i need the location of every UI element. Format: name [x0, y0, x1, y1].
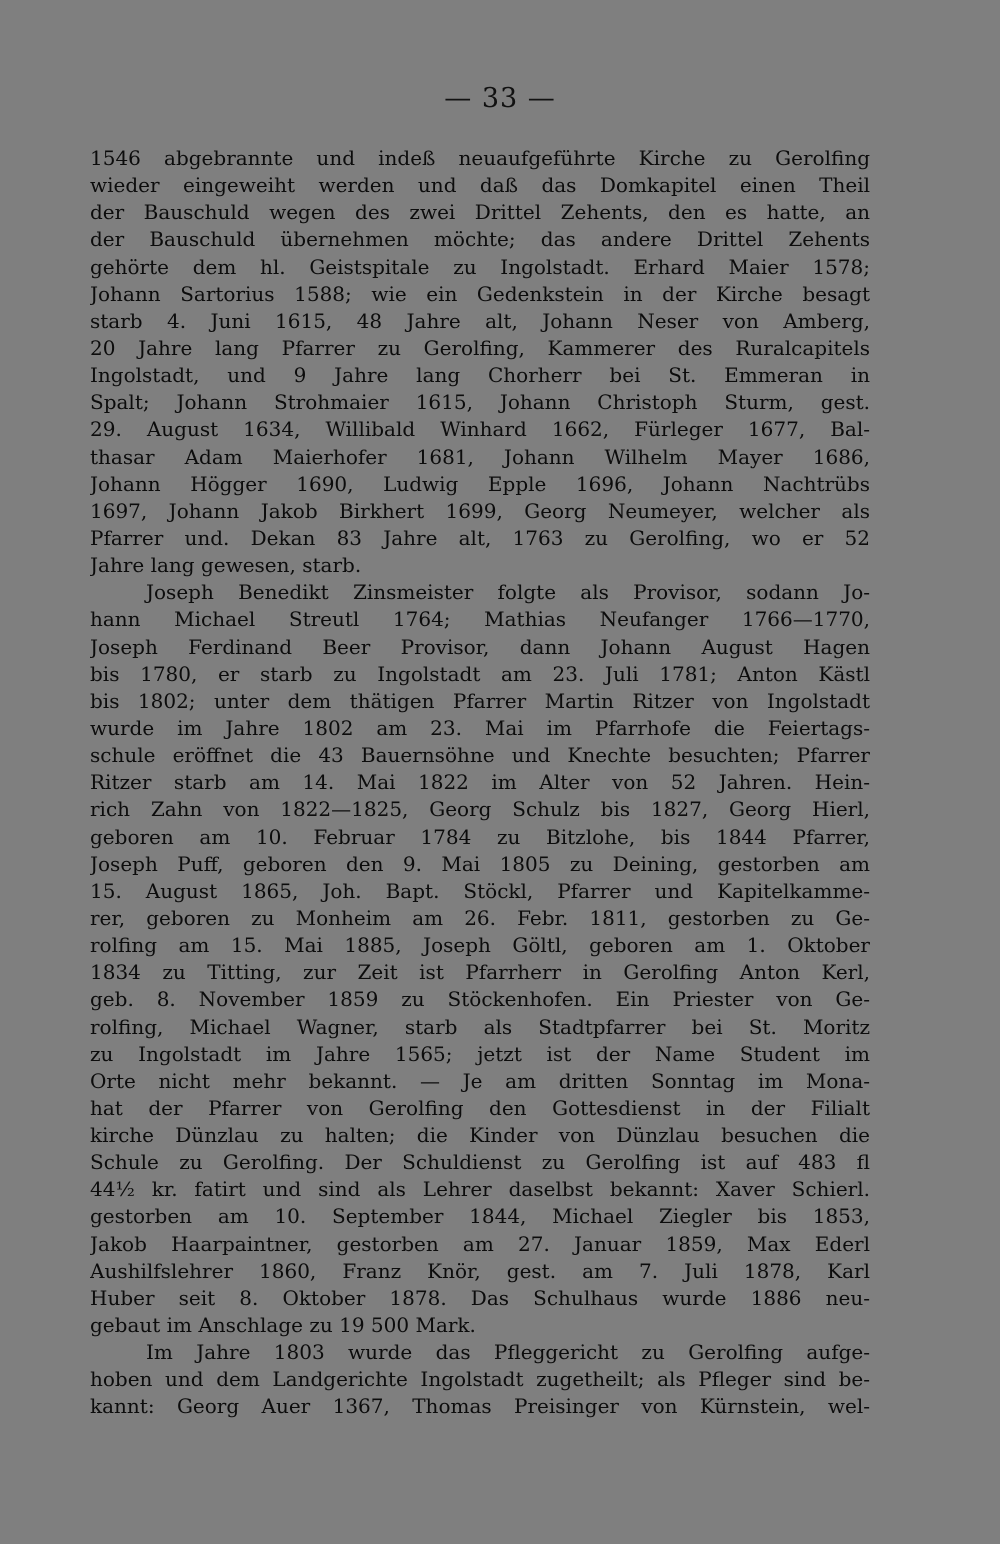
text-line: geboren am 10. Februar 1784 zu Bitzlohe, bis 1844 Pfarrer, [90, 824, 870, 849]
text-line: rolfing, Michael Wagner, starb als Stadtpfarrer bei St. Moritz [90, 1014, 870, 1039]
text-line: 1697, Johann Jakob Birkhert 1699, Georg Neumeyer, welcher als [90, 498, 870, 523]
text-line: bis 1780, er starb zu Ingolstadt am 23. Juli 1781; Anton Kästl [90, 661, 870, 686]
text-line: 15. August 1865, Joh. Bapt. Stöckl, Pfarrer und Kapitelkamme- [90, 878, 870, 903]
text-line: 20 Jahre lang Pfarrer zu Gerolfing, Kammerer des Ruralcapitels [90, 335, 870, 360]
text-line: Ingolstadt, und 9 Jahre lang Chorherr bei St. Emmeran in [90, 363, 870, 388]
text-line: hann Michael Streutl 1764; Mathias Neufanger 1766—1770, [90, 607, 870, 632]
text-line: zu Ingolstadt im Jahre 1565; jetzt ist der Name Student im [90, 1041, 870, 1066]
text-line: wieder eingeweiht werden und daß das Domkapitel einen Theil [90, 173, 870, 198]
text-line: 1546 abgebrannte und indeß neuaufgeführte Kirche zu Gerolfing [90, 146, 870, 170]
text-line: rich Zahn von 1822—1825, Georg Schulz bis 1827, Georg Hierl, [90, 797, 870, 822]
text-line: Im Jahre 1803 wurde das Pfleggericht zu Gerolfing aufge- [146, 1340, 870, 1365]
text-line: wurde im Jahre 1802 am 23. Mai im Pfarrhofe die Feiertags- [90, 715, 870, 740]
text-line: Aushilfslehrer 1860, Franz Knör, gest. am 7. Juli 1878, Karl [90, 1258, 870, 1283]
text-line: Spalt; Johann Strohmaier 1615, Johann Christoph Sturm, gest. [90, 390, 870, 415]
text-line: hoben und dem Landgerichte Ingolstadt zugetheilt; als Pfleger sind be- [90, 1367, 870, 1392]
text-line: rolfing am 15. Mai 1885, Joseph Göltl, geboren am 1. Oktober [90, 933, 870, 958]
text-line: Joseph Puff, geboren den 9. Mai 1805 zu Deining, gestorben am [90, 851, 870, 876]
text-line: der Bauschuld übernehmen möchte; das andere Drittel Zehents [90, 227, 870, 252]
text-line: Ritzer starb am 14. Mai 1822 im Alter von 52 Jahren. Hein- [90, 770, 870, 795]
text-line: der Bauschuld wegen des zwei Drittel Zehents, den es hatte, an [90, 200, 870, 225]
text-line: gehörte dem hl. Geistspitale zu Ingolstadt. Erhard Maier 1578; [90, 254, 870, 279]
text-line: 29. August 1634, Willibald Winhard 1662, Fürleger 1677, Bal- [90, 417, 870, 442]
text-line: bis 1802; unter dem thätigen Pfarrer Martin Ritzer von Ingolstadt [90, 688, 870, 713]
text-line: 1834 zu Titting, zur Zeit ist Pfarrherr in Gerolfing Anton Kerl, [90, 960, 870, 985]
text-line: Jakob Haarpaintner, gestorben am 27. Januar 1859, Max Ederl [90, 1231, 870, 1256]
text-line: schule eröffnet die 43 Bauernsöhne und Knechte besuchten; Pfarrer [90, 743, 870, 768]
text-line: Huber seit 8. Oktober 1878. Das Schulhaus wurde 1886 neu- [90, 1285, 870, 1310]
text-line: Jahre lang gewesen, starb. [90, 553, 362, 578]
text-line: Joseph Benedikt Zinsmeister folgte als Provisor, sodann Jo- [146, 580, 870, 605]
text-line: Johann Högger 1690, Ludwig Epple 1696, Johann Nachtrübs [90, 471, 870, 496]
text-line: Schule zu Gerolfing. Der Schuldienst zu Gerolfing ist auf 483 fl [90, 1150, 870, 1175]
text-line: gebaut im Anschlage zu 19 500 Mark. [90, 1313, 476, 1338]
text-line: Pfarrer und. Dekan 83 Jahre alt, 1763 zu Gerolfing, wo er 52 [90, 525, 870, 550]
text-line: geb. 8. November 1859 zu Stöckenhofen. Ein Priester von Ge- [90, 987, 870, 1012]
text-line: rer, geboren zu Monheim am 26. Febr. 1811, gestorben zu Ge- [90, 905, 870, 930]
text-line: 44½ kr. fatirt und sind als Lehrer daselbst bekannt: Xaver Schierl. [90, 1177, 870, 1202]
page-number: — 33 — [444, 83, 556, 114]
text-line: gestorben am 10. September 1844, Michael Ziegler bis 1853, [90, 1204, 870, 1229]
text-line: hat der Pfarrer von Gerolfing den Gottesdienst in der Filialt [90, 1095, 870, 1120]
text-line: thasar Adam Maierhofer 1681, Johann Wilhelm Mayer 1686, [90, 444, 870, 469]
text-line: starb 4. Juni 1615, 48 Jahre alt, Johann Neser von Amberg, [90, 308, 870, 333]
text-line: Johann Sartorius 1588; wie ein Gedenkstein in der Kirche besagt [90, 281, 870, 306]
text-line: kannt: Georg Auer 1367, Thomas Preisinger von Kürnstein, wel- [90, 1394, 870, 1419]
text-line: Joseph Ferdinand Beer Provisor, dann Johann August Hagen [90, 634, 870, 659]
text-line: Orte nicht mehr bekannt. — Je am dritten Sonntag im Mona- [90, 1068, 870, 1093]
body-text [90, 145, 870, 1421]
text-line: kirche Dünzlau zu halten; die Kinder von Dünzlau besuchen die [90, 1123, 870, 1148]
